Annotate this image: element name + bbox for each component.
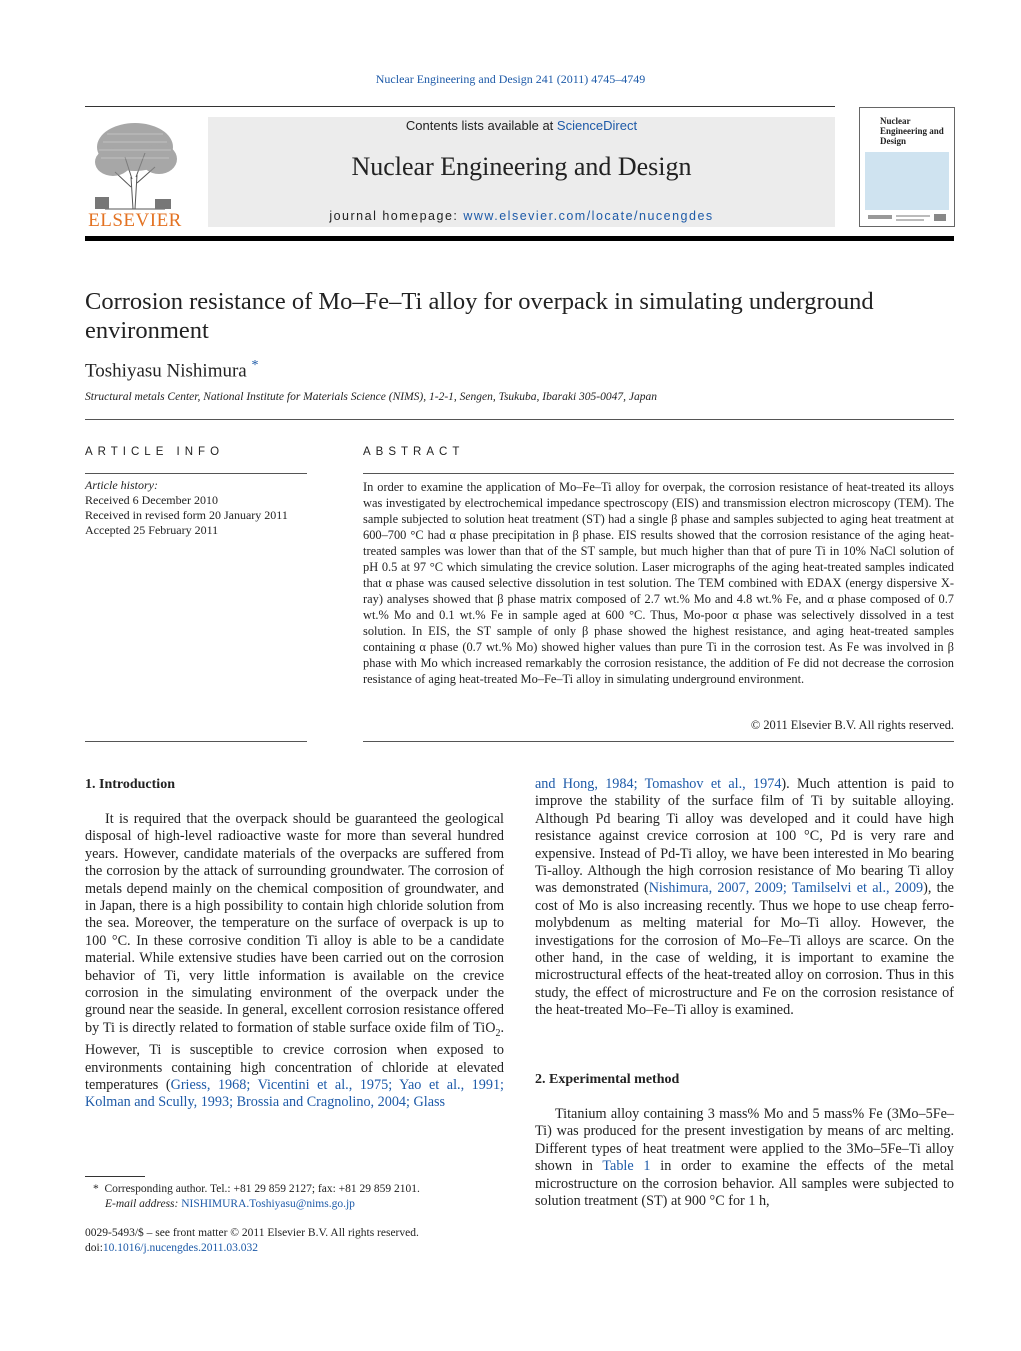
abstract-heading: ABSTRACT xyxy=(363,446,465,458)
abstract-copyright: © 2011 Elsevier B.V. All rights reserved. xyxy=(750,718,954,732)
corresponding-author-mark[interactable]: * xyxy=(251,358,259,373)
journal-citation[interactable]: Nuclear Engineering and Design 241 (2011) 4745–4749 xyxy=(375,72,646,86)
author-email-link[interactable]: NISHIMURA.Toshiyasu@nims.go.jp xyxy=(181,1198,355,1210)
author-affiliation: Structural metals Center, National Institute for Materials Science (NIMS), 1-2-1, Sengen, Tsukuba, Ibaraki 305-0047, Japan xyxy=(85,391,657,403)
info-top-rule xyxy=(85,419,954,420)
corresponding-author-footnote: * Corresponding author. Tel.: +81 29 859 2127; fax: +81 29 859 2101. E-mail address: NISHIMURA.Toshiyasu@nims.go.jp xyxy=(93,1183,420,1210)
journal-homepage: journal homepage: www.elsevier.com/locate/nucengdes xyxy=(329,209,714,223)
doi-line: doi:10.1016/j.nucengdes.2011.03.032 xyxy=(85,1242,259,1254)
method-heading: 2. Experimental method xyxy=(535,1072,680,1087)
sciencedirect-link[interactable]: ScienceDirect xyxy=(556,118,638,133)
elsevier-tree-icon xyxy=(85,117,185,229)
history-label: Article history: xyxy=(85,478,158,492)
journal-banner xyxy=(208,117,835,227)
cover-footer-icon xyxy=(860,211,954,225)
elsevier-wordmark: ELSEVIER xyxy=(88,210,182,229)
front-matter-info xyxy=(85,1226,419,1256)
journal-name: Nuclear Engineering and Design xyxy=(351,152,692,181)
accepted-date: Accepted 25 February 2011 xyxy=(85,523,219,537)
author-name: Toshiyasu Nishimura * xyxy=(85,358,259,382)
received-date: Received 6 December 2010 xyxy=(85,493,218,507)
article-info-heading: ARTICLE INFO xyxy=(85,446,225,458)
article-info-bottom-rule xyxy=(85,741,307,742)
nishimura-references-link[interactable]: Nishimura, 2007, 2009; Tamilselvi et al., 2009 xyxy=(648,880,924,897)
revised-date: Received in revised form 20 January 2011 xyxy=(85,508,288,522)
introduction-paragraph-continued: and Hong, 1984; Tomashov et al., 1974). Much attention is paid to improve the stability of the surface film of Ti by suitable alloying. Although Pd bearing Ti alloy was developed and it could have high resistance against crevice corrosion at 100 °C, Pd is very rare and expensive. Instead of Pd-Ti alloy, we have been interested in Mo bearing Ti-alloy. Although the high corrosion resistance of Mo bearing Ti alloy was demonstrated (Nishimura, 2007, 2009; Tamilselvi et al., 2009), the cost of Mo is also increasing recently. Thus we hope to use cheap ferro-molybdenum as melting material for Mo–Ti alloy. However, the investigations for the corrosion of Mo–Fe–Ti alloys are scarce. On the other hand, in the case of welding, it is important to examine the microstructural effects of the heat-treated alloy on corrosion. Thus in this study, the effect of microstructure and Fe on the corrosion resistance of the heat-treated Mo–Fe–Ti alloy is examined. xyxy=(535,776,954,1019)
cover-image xyxy=(865,152,949,210)
journal-cover-thumbnail[interactable] xyxy=(859,107,955,227)
introduction-heading: 1. Introduction xyxy=(85,777,175,792)
intro-references-link-continued[interactable]: and Hong, 1984; Tomashov et al., 1974 xyxy=(535,776,782,792)
abstract-rule xyxy=(363,473,954,474)
elsevier-logo[interactable] xyxy=(85,117,185,229)
introduction-paragraph: It is required that the overpack should be guaranteed the geological disposal of high-level radioactive waste for more than several hundred years. However, candidate materials of the overpacks are suffered from the corrosion by the attack of surrounding groundwater. The corrosion of metals depend mainly on the chemical composition of groundwater, and in Japan, there is a high possibility to contain high chloride solution from the sea. Moreover, the temperature on the surface of overpack is up to 100 °C. In these corrosive condition Ti alloy is able to be a candidate material. While extensive studies have been carried out on the corrosion behavior of Ti, very little information is available on the crevice corrosion in the simulating environment of the overpack under the ground near the seaside. In general, excellent corrosion resistance offered by Ti is directly related to formation of stable surface oxide film of TiO$_2$. However, Ti is susceptible to crevice corrosion when exposed to environments containing high concentration of chloride at elevated temperatures (Griess, 1968; Vicentini et al., 1975; Yao et al., 1991; Kolman and Scully, 1993; Brossia and Cragnolino, 2004; Glass xyxy=(85,811,505,1111)
cover-title: Nuclear Engineering and Design xyxy=(880,116,944,146)
intro-references-link[interactable]: Griess, 1968; Vicentini et al., 1975; Yao et al., 1991; Kolman and Scully, 1993; Brossia and Cragnolino, 2004; Glass xyxy=(85,1076,505,1111)
abstract-bottom-rule xyxy=(363,741,954,742)
header-thick-rule xyxy=(85,236,954,241)
contents-line: Contents lists available at ScienceDirect xyxy=(405,118,638,133)
abstract-text: In order to examine the application of Mo–Fe–Ti alloy for overpak, the corrosion resistance of heat-treated its alloys was investigated by electrochemical impedance spectroscopy (EIS) and transmission electron microscopy (TEM). The sample subjected to solution heat treatment (ST) had a single β phase and samples subjected to aging heat treatment at 600–700 °C had α phase precipitation in β phase. EIS results showed that the corrosion resistance of the aging heat-treated samples was lower than that of the ST sample, but much higher than that of pure Ti in 10% NaCl solution of pH 0.5 at 97 °C which simulating the crevice solution. Laser micrographs of the aging heat-treated samples indicated that α phase was caused selective dissolution in test solution. The TEM combined with EDAX (energy dispersive X-ray) analyses showed that β phase matrix composed of 2.7 wt.% Mo and 4.8 wt.% Fe, and α phase composed of 0.7 wt.% Mo and 0.1 wt.% Fe in sample aged at 600 °C. Thus, Mo-poor α phase was selectively dissolved in a test solution. In EIS, the ST sample of only β phase showed the highest resistance, and aging heat-treated samples containing α phase (0.7 wt.% Mo) showed higher values than pure Ti in the corrosion test. As Fe was involved in β phase with Mo which increased remarkably the corrosion resistance, the addition of Fe did not decrease the corrosion resistance of aging heat-treated Mo–Fe–Ti alloy in simulating underground environment. xyxy=(363,480,954,686)
header-rule xyxy=(85,106,835,107)
doi-link[interactable]: 10.1016/j.nucengdes.2011.03.032 xyxy=(102,1242,259,1254)
article-history xyxy=(85,478,288,538)
table-1-link[interactable]: Table 1 xyxy=(602,1158,651,1175)
article-title: Corrosion resistance of Mo–Fe–Ti alloy for overpack in simulating underground environment xyxy=(85,288,874,344)
article-info-rule xyxy=(85,473,307,474)
method-paragraph: Titanium alloy containing 3 mass% Mo and 5 mass% Fe (3Mo–5Fe–Ti) was produced for the present investigation by means of arc melting. Different types of heat treatment were applied to the 3Mo–5Fe–Ti alloy shown in Table 1 in order to examine the effects of the metal microstructure on the corrosion behavior. All samples were subjected to solution treatment (ST) at 900 °C for 1 h, xyxy=(535,1106,955,1210)
footnote-rule xyxy=(85,1176,145,1177)
issn-line: 0029-5493/$ – see front matter © 2011 Elsevier B.V. All rights reserved. xyxy=(85,1227,419,1239)
journal-homepage-link[interactable]: www.elsevier.com/locate/nucengdes xyxy=(463,209,714,223)
